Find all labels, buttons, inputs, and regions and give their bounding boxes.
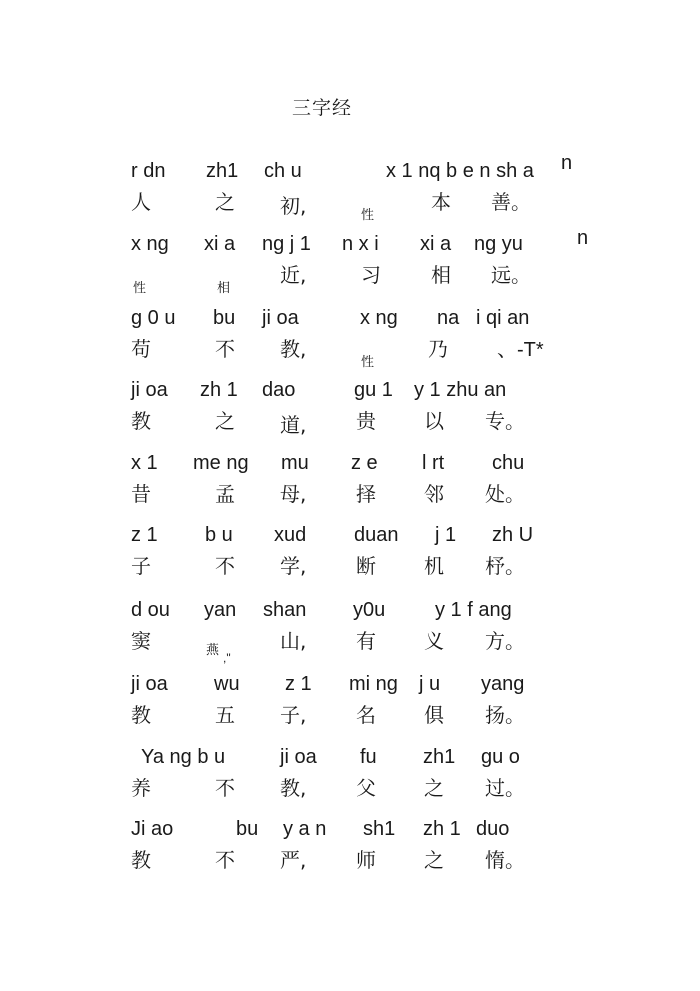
hanzi-char: 孟 — [215, 482, 235, 506]
hanzi-char: 子, — [280, 703, 307, 727]
stanza-9 — [131, 744, 601, 816]
pinyin-syllable: zh 1 — [200, 379, 238, 401]
pinyin-syllable: j u — [419, 673, 441, 695]
hanzi-char: 性 — [361, 208, 375, 223]
stanza-10 — [131, 816, 601, 888]
pinyin-syllable: zh1 — [423, 746, 456, 768]
hanzi-char: 之 — [215, 190, 235, 214]
pinyin-syllable: shan — [263, 599, 307, 621]
pinyin-syllable: y 1 f ang — [435, 599, 512, 621]
pinyin-syllable: wu — [214, 673, 240, 695]
hanzi-char: 处。 — [485, 482, 525, 506]
pinyin-syllable: z 1 — [285, 673, 312, 695]
hanzi-char: 道, — [280, 413, 307, 437]
pinyin-syllable: gu 1 — [354, 379, 393, 401]
pinyin-syllable: gu o — [481, 746, 520, 768]
hanzi-char: 教 — [131, 703, 151, 727]
hanzi-char: 五 — [215, 703, 235, 727]
pinyin-syllable: ng yu — [474, 233, 523, 255]
stanza-5 — [131, 450, 601, 522]
hanzi-char: 相 — [217, 281, 231, 296]
hanzi-char: 以 — [424, 409, 444, 433]
pinyin-syllable: na — [437, 307, 460, 329]
hanzi-char: 教, — [280, 337, 307, 361]
hanzi-char: 教, — [280, 776, 307, 800]
pinyin-syllable: x ng — [360, 307, 398, 329]
hanzi-char: 择 — [356, 482, 376, 506]
hanzi-char: 近, — [280, 263, 307, 287]
hanzi-char: 不 — [215, 337, 235, 361]
pinyin-syllable: b u — [205, 524, 233, 546]
hanzi-char: 之 — [424, 848, 444, 872]
hanzi-char: 名 — [356, 703, 376, 727]
pinyin-syllable: xi a — [204, 233, 236, 255]
stray-mark: ," — [223, 651, 231, 665]
hanzi-char: 机 — [424, 554, 444, 578]
hanzi-char: 之 — [424, 776, 444, 800]
pinyin-syllable: mi ng — [349, 673, 398, 695]
hanzi-char: 方。 — [485, 629, 525, 653]
hanzi-char: 窦 — [131, 629, 151, 653]
hanzi-char: 不 — [215, 776, 235, 800]
hanzi-char: 山, — [280, 629, 307, 653]
pinyin-syllable: d ou — [131, 599, 170, 621]
pinyin-syllable: yan — [204, 599, 237, 621]
hanzi-char: 不 — [215, 848, 235, 872]
pinyin-syllable: Ji ao — [131, 818, 174, 840]
stray-mark: n — [577, 227, 589, 249]
pinyin-syllable: g 0 u — [131, 307, 176, 329]
pinyin-syllable: l rt — [422, 452, 445, 474]
pinyin-syllable: j 1 — [435, 524, 457, 546]
hanzi-char: 之 — [215, 409, 235, 433]
hanzi-char: 专。 — [485, 409, 525, 433]
pinyin-syllable: ji oa — [131, 379, 168, 401]
hanzi-char: 严, — [280, 848, 307, 872]
pinyin-syllable: zh 1 — [423, 818, 461, 840]
pinyin-syllable: duo — [476, 818, 510, 840]
pinyin-syllable: i qi an — [476, 307, 530, 329]
pinyin-syllable: bu — [213, 307, 236, 329]
pinyin-syllable: me ng — [193, 452, 249, 474]
pinyin-syllable: zh U — [492, 524, 534, 546]
hanzi-char: 性 — [361, 355, 375, 370]
pinyin-syllable: z 1 — [131, 524, 158, 546]
hanzi-char: 惰。 — [485, 848, 525, 872]
pinyin-syllable: z e — [351, 452, 378, 474]
pinyin-syllable: n x i — [342, 233, 379, 255]
pinyin-syllable: ch u — [264, 160, 302, 182]
pinyin-syllable: Ya ng b u — [141, 746, 226, 768]
stray-mark: 、-T* — [497, 339, 544, 361]
stanza-8 — [131, 671, 601, 743]
hanzi-char: 远。 — [491, 263, 531, 287]
hanzi-char: 母, — [280, 482, 307, 506]
pinyin-syllable: y a n — [283, 818, 327, 840]
pinyin-syllable: ji oa — [280, 746, 317, 768]
pinyin-syllable: ji oa — [131, 673, 168, 695]
hanzi-char: 教 — [131, 848, 151, 872]
stanza-2 — [131, 227, 601, 303]
hanzi-char: 义 — [424, 629, 444, 653]
pinyin-syllable: zh1 — [206, 160, 239, 182]
pinyin-syllable: xud — [274, 524, 307, 546]
hanzi-char: 扬。 — [485, 703, 525, 727]
hanzi-char: 养 — [131, 776, 151, 800]
hanzi-char: 苟 — [131, 337, 151, 361]
pinyin-syllable: dao — [262, 379, 296, 401]
hanzi-char: 人 — [131, 190, 151, 214]
hanzi-char: 杼。 — [485, 554, 525, 578]
hanzi-char: 学, — [280, 554, 307, 578]
pinyin-syllable: duan — [354, 524, 399, 546]
hanzi-char: 父 — [356, 776, 376, 800]
hanzi-char: 本 — [431, 190, 451, 214]
pinyin-syllable: y 1 zhu an — [414, 379, 507, 401]
hanzi-char: 不 — [215, 554, 235, 578]
stanza-3 — [131, 305, 601, 377]
hanzi-char: 相 — [431, 263, 451, 287]
hanzi-char: 习 — [361, 263, 381, 287]
pinyin-syllable: chu — [492, 452, 525, 474]
stanza-7 — [131, 597, 601, 669]
hanzi-char: 子 — [131, 554, 151, 578]
pinyin-syllable: ng j 1 — [262, 233, 311, 255]
hanzi-char: 断 — [356, 554, 376, 578]
pinyin-syllable: sh1 — [363, 818, 396, 840]
pinyin-syllable: xi a — [420, 233, 452, 255]
stanza-4 — [131, 377, 601, 449]
pinyin-syllable: x 1 — [131, 452, 158, 474]
pinyin-syllable: fu — [360, 746, 377, 768]
pinyin-syllable: yang — [481, 673, 525, 695]
pinyin-syllable: x 1 nq b e n sh a — [386, 160, 534, 182]
hanzi-char: 燕 — [206, 643, 220, 658]
hanzi-char: 初, — [280, 194, 307, 218]
page-title: 三字经 — [292, 97, 353, 119]
hanzi-char: 善。 — [491, 190, 531, 214]
pinyin-syllable: r dn — [131, 160, 166, 182]
hanzi-char: 教 — [131, 409, 151, 433]
pinyin-syllable: y0u — [353, 599, 386, 621]
pinyin-syllable: ji oa — [262, 307, 299, 329]
hanzi-char: 过。 — [485, 776, 525, 800]
hanzi-char: 有 — [356, 629, 376, 653]
hanzi-char: 乃 — [428, 337, 448, 361]
pinyin-syllable: bu — [236, 818, 259, 840]
hanzi-char: 师 — [356, 848, 376, 872]
stanza-1 — [131, 152, 601, 230]
pinyin-syllable: x ng — [131, 233, 169, 255]
stanza-6 — [131, 522, 601, 594]
hanzi-char: 贵 — [356, 409, 376, 433]
hanzi-char: 邻 — [424, 482, 444, 506]
hanzi-char: 俱 — [424, 703, 444, 727]
hanzi-char: 昔 — [131, 482, 151, 506]
pinyin-syllable: mu — [281, 452, 309, 474]
hanzi-char: 性 — [133, 281, 147, 296]
stray-mark: n — [561, 152, 573, 174]
